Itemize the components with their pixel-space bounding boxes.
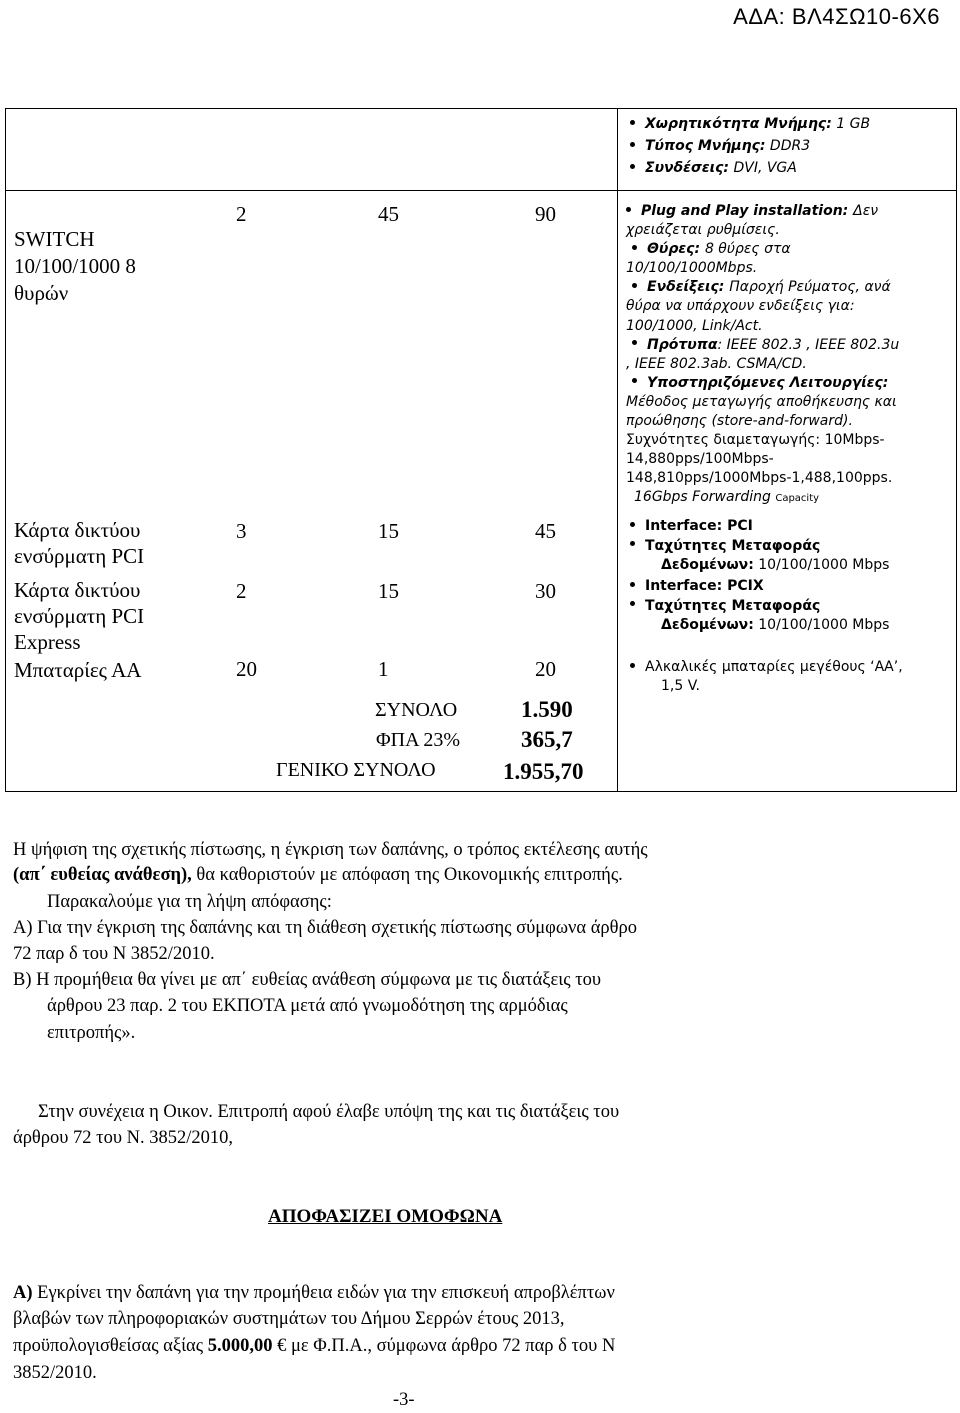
batteries-name: Μπαταρίες ΑΑ <box>14 658 142 682</box>
switch-total: 90 <box>535 202 556 226</box>
decision-line-3: προϋπολογισθείσας αξίας 5.000,00 € με Φ.Π.Α., σύμφωνα άρθρο 72 παρ δ του Ν <box>13 1336 616 1356</box>
grand-total-value: 1.955,70 <box>503 759 584 784</box>
spec-line: Πρότυπα: IEEE 802.3 , IEEE 802.3u <box>626 336 899 355</box>
paragraph-3: Παρακαλούμε για τη λήψη απόφασης: <box>47 892 332 912</box>
paragraph-10: άρθρου 72 του Ν. 3852/2010, <box>13 1128 234 1148</box>
sum-value: 1.590 <box>521 697 573 722</box>
paragraph-7: άρθρου 23 παρ. 2 του ΕΚΠΟΤΑ μετά από γνωμοδότηση της αρμόδιας <box>47 996 568 1016</box>
batteries-unit-price: 1 <box>378 657 389 681</box>
nic-pci-specs: Interface: PCI Ταχύτητες Μεταφοράς Δεδομένων: 10/100/1000 Mbps <box>630 517 889 576</box>
paragraph-6: Β) Η προμήθεια θα γίνει με απ΄ ευθείας ανάθεση σύμφωνα με τις διατάξεις του <box>13 970 602 990</box>
grand-total-label: ΓΕΝΙΚΟ ΣΥΝΟΛΟ <box>276 759 436 781</box>
spec-line: 16Gbps Forwarding Capacity <box>634 489 820 506</box>
table-row-divider <box>6 190 956 191</box>
ada-code: ΑΔΑ: ΒΛ4ΣΩ10-6Χ6 <box>733 4 940 29</box>
table-column-divider <box>617 109 618 791</box>
spec-line: 100/1000, Link/Act. <box>626 317 763 334</box>
gpu-spec-list <box>630 113 870 179</box>
spec-line: Plug and Play installation: Δεν <box>626 202 899 221</box>
switch-spec-list <box>626 202 899 509</box>
nic-pcix-total: 30 <box>535 579 556 603</box>
nic-pci-total: 45 <box>535 519 556 543</box>
spec-line: Ενδείξεις: Παροχή Ρεύματος, ανά <box>626 278 899 297</box>
batteries-total: 20 <box>535 657 556 681</box>
batteries-specs: Αλκαλικές μπαταρίες μεγέθους ‘ΑΑ’, 1,5 V. <box>630 658 903 695</box>
paragraph-4: Α) Για την έγκριση της δαπάνης και τη διάθεση σχετικής πίστωσης σύμφωνα άρθρο <box>13 918 637 938</box>
sum-label: ΣΥΝΟΛΟ <box>375 699 458 721</box>
switch-name: SWITCH 10/100/1000 8 θυρών <box>14 227 136 305</box>
switch-qty: 2 <box>236 202 247 226</box>
spec-line: θύρα να υπάρχουν ενδείξεις για: <box>626 298 855 315</box>
batteries-qty: 20 <box>236 657 257 681</box>
page-number: -3- <box>393 1390 415 1410</box>
nic-pcix-specs: Interface: PCIX Ταχύτητες Μεταφοράς Δεδομένων: 10/100/1000 Mbps <box>630 577 889 636</box>
spec-line: Υποστηριζόμενες Λειτουργίες: <box>626 374 899 393</box>
decision-line-1: Α) Εγκρίνει την δαπάνη για την προμήθεια ειδών για την επισκευή απροβλέπτων <box>13 1283 615 1303</box>
decision-line-2: βλαβών των πληροφοριακών συστημάτων του Δήμου Σερρών έτους 2013, <box>13 1309 565 1329</box>
paragraph-2: (απ΄ ευθείας ανάθεση), θα καθοριστούν με απόφαση της Οικονομικής επιτροπής. <box>13 865 623 885</box>
paragraph-8: επιτροπής». <box>47 1023 136 1043</box>
spec-line: 148,810pps/1000Mbps-1,488,100pps. <box>626 470 893 487</box>
items-table <box>5 108 957 792</box>
spec-line: , IEEE 802.3ab. CSMA/CD. <box>626 355 807 372</box>
nic-pcix-unit-price: 15 <box>378 579 399 603</box>
vat-value: 365,7 <box>521 727 573 752</box>
spec-line: χρειάζεται ρυθμίσεις. <box>626 222 780 239</box>
decision-line-4: 3852/2010. <box>13 1363 97 1383</box>
nic-pcix-name: Κάρτα δικτύου ενσύρματη PCI Express <box>14 578 145 654</box>
paragraph-5: 72 παρ δ του Ν 3852/2010. <box>13 944 215 964</box>
spec-line: 14,880pps/100Mbps- <box>626 451 774 468</box>
paragraph-9: Στην συνέχεια η Οικον. Επιτροπή αφού έλαβε υπόψη της και τις διατάξεις του <box>38 1102 620 1122</box>
nic-pcix-qty: 2 <box>236 579 247 603</box>
gpu-spec-item: Τύπος Μνήμης: DDR3 <box>630 135 870 157</box>
spec-line: Θύρες: 8 θύρες στα <box>626 240 899 259</box>
gpu-spec-item: Συνδέσεις: DVI, VGA <box>630 157 870 179</box>
nic-pci-name: Κάρτα δικτύου ενσύρματη PCI <box>14 518 145 568</box>
vat-label: ΦΠΑ 23% <box>376 729 461 751</box>
spec-line: 10/100/1000Mbps. <box>626 260 758 277</box>
nic-pci-unit-price: 15 <box>378 519 399 543</box>
nic-pci-qty: 3 <box>236 519 247 543</box>
spec-line: προώθησης (store-and-forward). <box>626 413 853 430</box>
gpu-spec-item: Χωρητικότητα Μνήμης: 1 GB <box>630 113 870 135</box>
switch-unit-price: 45 <box>378 202 399 226</box>
paragraph-1: Η ψήφιση της σχετικής πίστωσης, η έγκριση των δαπάνης, ο τρόπος εκτέλεσης αυτής <box>13 840 648 860</box>
spec-line: Μέθοδος μεταγωγής αποθήκευσης και <box>626 393 897 410</box>
decision-heading: ΑΠΟΦΑΣΙΖΕΙ ΟΜΟΦΩΝΑ <box>268 1206 503 1227</box>
spec-line: Συχνότητες διαμεταγωγής: 10Mbps- <box>626 432 885 449</box>
